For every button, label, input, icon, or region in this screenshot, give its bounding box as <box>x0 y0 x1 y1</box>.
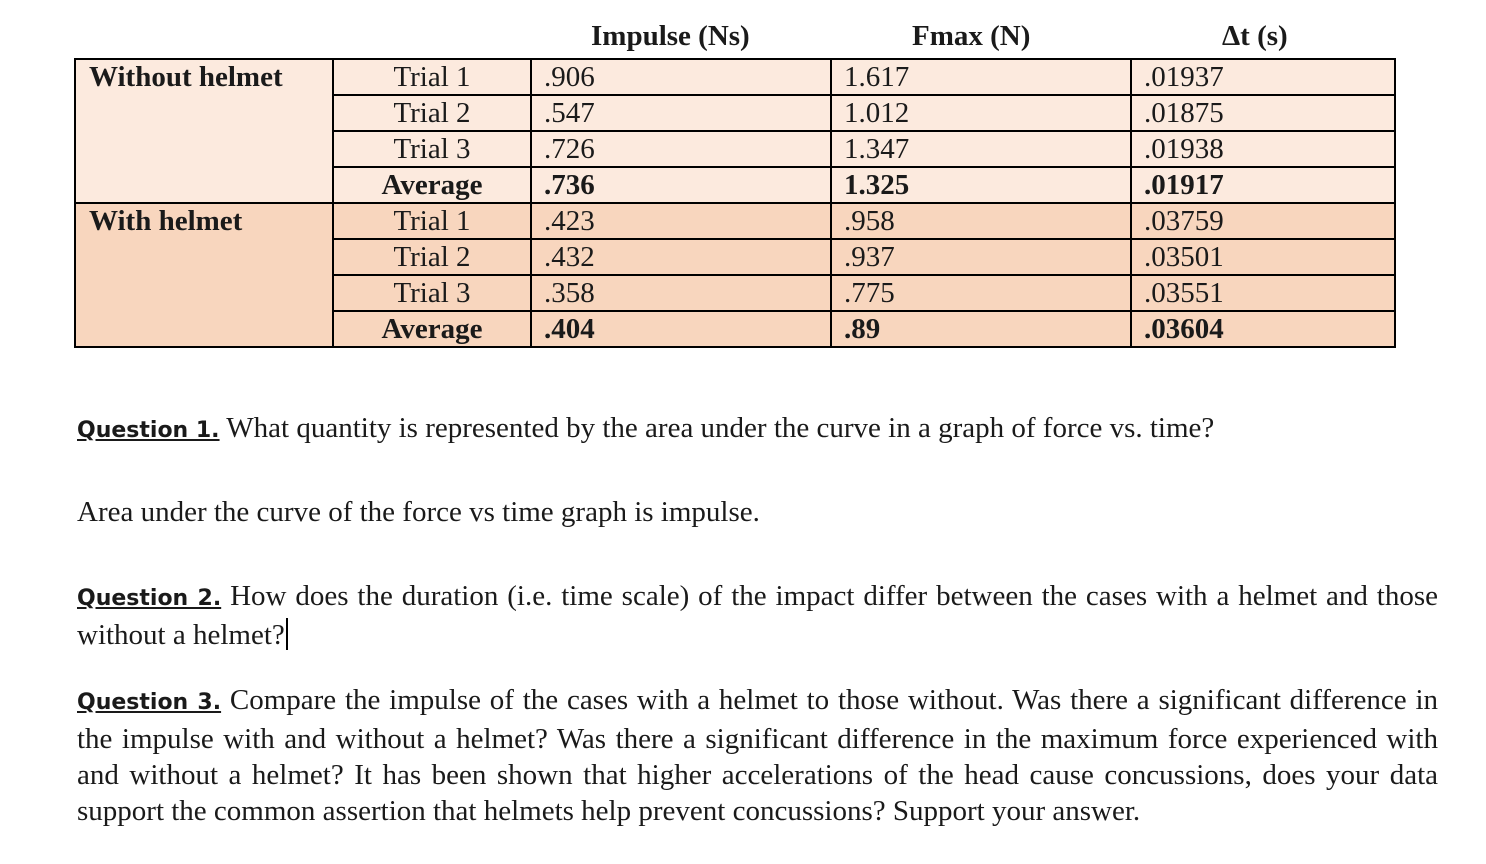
trial-label: Trial 1 <box>333 203 531 239</box>
text-cursor <box>286 618 288 650</box>
delta-t-cell: .03501 <box>1131 239 1395 275</box>
impulse-cell: .547 <box>531 95 831 131</box>
delta-t-cell: .03604 <box>1131 311 1395 347</box>
question-3-text: Compare the impulse of the cases with a helmet to those without. Was there a significant difference in the impulse with and without a helmet? Was there a significant difference in the maximum force experienced with and without a helmet? It has been shown that higher accelerations of the head cause concussions, does your data support the common assertion that helmets help prevent concussions? Support your answer. <box>77 684 1438 827</box>
question-2-text: How does the duration (i.e. time scale) of the impact differ between the cases with a helmet and those without a helmet? <box>77 580 1438 651</box>
delta-t-cell: .01875 <box>1131 95 1395 131</box>
delta-t-cell: .03759 <box>1131 203 1395 239</box>
impulse-cell: .432 <box>531 239 831 275</box>
trial-label: Trial 3 <box>333 275 531 311</box>
table-row <box>75 59 1395 95</box>
question-2-label: Question 2. <box>77 586 222 611</box>
fmax-cell: 1.012 <box>831 95 1131 131</box>
table-row <box>75 203 1395 239</box>
trial-label: Trial 2 <box>333 239 531 275</box>
average-label: Average <box>333 311 531 347</box>
question-3[interactable] <box>77 682 1438 829</box>
question-1-text: What quantity is represented by the area under the curve in a graph of force vs. time? <box>226 412 1215 444</box>
impulse-cell: .726 <box>531 131 831 167</box>
group-label-with-helmet: With helmet <box>75 203 333 347</box>
column-header-fmax: Fmax (N) <box>912 20 1031 52</box>
impulse-cell: .423 <box>531 203 831 239</box>
impulse-cell: .404 <box>531 311 831 347</box>
column-header-impulse: Impulse (Ns) <box>591 20 750 52</box>
fmax-cell: 1.617 <box>831 59 1131 95</box>
trial-label: Trial 2 <box>333 95 531 131</box>
delta-t-cell: .01937 <box>1131 59 1395 95</box>
question-1[interactable] <box>77 410 1438 449</box>
delta-t-cell: .03551 <box>1131 275 1395 311</box>
impulse-cell: .358 <box>531 275 831 311</box>
impulse-cell: .736 <box>531 167 831 203</box>
delta-t-cell: .01938 <box>1131 131 1395 167</box>
column-header-delta-t: Δt (s) <box>1222 20 1288 52</box>
question-2[interactable] <box>77 578 1438 653</box>
trial-label: Trial 3 <box>333 131 531 167</box>
fmax-cell: .958 <box>831 203 1131 239</box>
trial-label: Trial 1 <box>333 59 531 95</box>
question-3-label: Question 3. <box>77 690 222 715</box>
data-table <box>74 58 1396 348</box>
answer-1[interactable] <box>77 494 1438 530</box>
fmax-cell: .775 <box>831 275 1131 311</box>
fmax-cell: 1.325 <box>831 167 1131 203</box>
group-label-without-helmet: Without helmet <box>75 59 333 203</box>
delta-t-cell: .01917 <box>1131 167 1395 203</box>
average-label: Average <box>333 167 531 203</box>
fmax-cell: 1.347 <box>831 131 1131 167</box>
impulse-cell: .906 <box>531 59 831 95</box>
fmax-cell: .937 <box>831 239 1131 275</box>
fmax-cell: .89 <box>831 311 1131 347</box>
question-1-label: Question 1. <box>77 418 220 443</box>
answer-1-text: Area under the curve of the force vs time graph is impulse. <box>77 496 760 528</box>
